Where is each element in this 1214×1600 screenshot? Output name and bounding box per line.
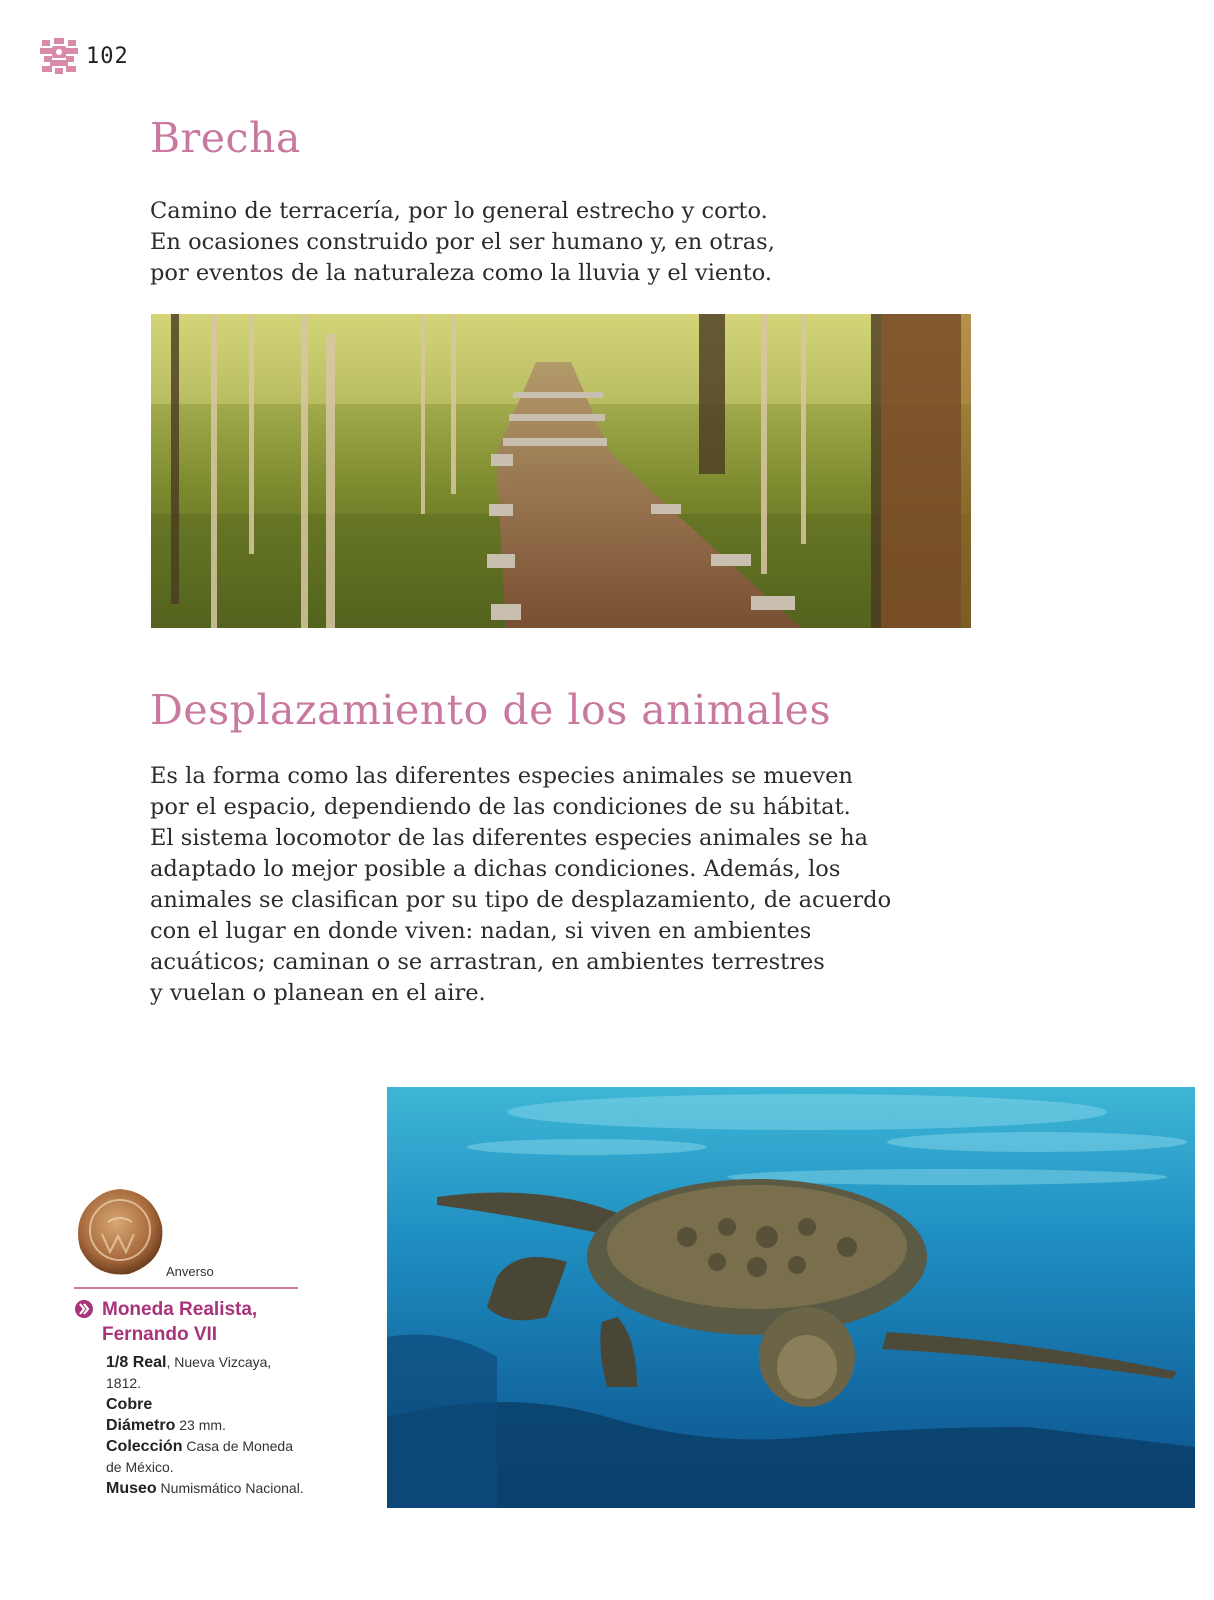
detail-label: 1/8 Real — [106, 1354, 167, 1371]
coin-detail-denomination — [106, 1352, 306, 1394]
text-line: En ocasiones construido por el ser humano y, en otras, — [150, 229, 775, 255]
section-text-brecha — [150, 196, 775, 289]
section-title-desplazamiento: Desplazamiento de los animales — [150, 686, 831, 734]
text-line: con el lugar en donde viven: nadan, si viven en ambientes — [150, 918, 812, 944]
text-line: adaptado lo mejor posible a dichas condiciones. Además, los — [150, 856, 841, 882]
coin-obverse-image — [74, 1186, 166, 1282]
section-title-brecha: Brecha — [150, 114, 301, 162]
text-line: animales se clasifican por su tipo de desplazamiento, de acuerdo — [150, 887, 892, 913]
text-line: acuáticos; caminan o se arrastran, en ambientes terrestres — [150, 949, 825, 975]
coin-detail-museum — [106, 1478, 306, 1499]
coin-caption: Anverso — [166, 1264, 214, 1279]
divider — [74, 1287, 298, 1289]
detail-value: , Nueva Vizcaya, 1812. — [106, 1354, 272, 1391]
detail-value: Numismático Nacional. — [156, 1480, 304, 1496]
coin-detail-metal — [106, 1394, 306, 1415]
detail-label: Diámetro — [106, 1417, 176, 1434]
prehispanic-glyph-icon — [40, 38, 78, 74]
coin-title — [102, 1297, 257, 1347]
coin-detail-collection — [106, 1436, 306, 1478]
coin-details — [106, 1352, 306, 1499]
coin-title-block — [74, 1297, 257, 1347]
sea-turtle-photo — [387, 1087, 1195, 1508]
text-line: El sistema locomotor de las diferentes especies animales se ha — [150, 825, 869, 851]
text-line: Camino de terracería, por lo general estrecho y corto. — [150, 198, 768, 224]
text-line: por el espacio, dependiendo de las condiciones de su hábitat. — [150, 794, 851, 820]
detail-label: Cobre — [106, 1396, 153, 1413]
coin-title-line: Moneda Realista, — [102, 1299, 258, 1320]
forest-path-photo — [151, 314, 971, 628]
text-line: y vuelan o planean en el aire. — [150, 980, 486, 1006]
page-header — [40, 38, 129, 74]
detail-label: Colección — [106, 1438, 183, 1455]
chevron-right-icon — [74, 1299, 94, 1319]
coin-title-line: Fernando VII — [102, 1324, 218, 1345]
coin-detail-diameter — [106, 1415, 306, 1436]
section-text-desplazamiento — [150, 761, 891, 1009]
text-line: Es la forma como las diferentes especies animales se mueven — [150, 763, 853, 789]
text-line: por eventos de la naturaleza como la lluvia y el viento. — [150, 260, 773, 286]
detail-value: 23 mm. — [175, 1417, 226, 1433]
detail-label: Museo — [106, 1480, 157, 1497]
detail-value: Casa de Moneda de México. — [106, 1438, 293, 1475]
page-number: 102 — [86, 43, 129, 69]
